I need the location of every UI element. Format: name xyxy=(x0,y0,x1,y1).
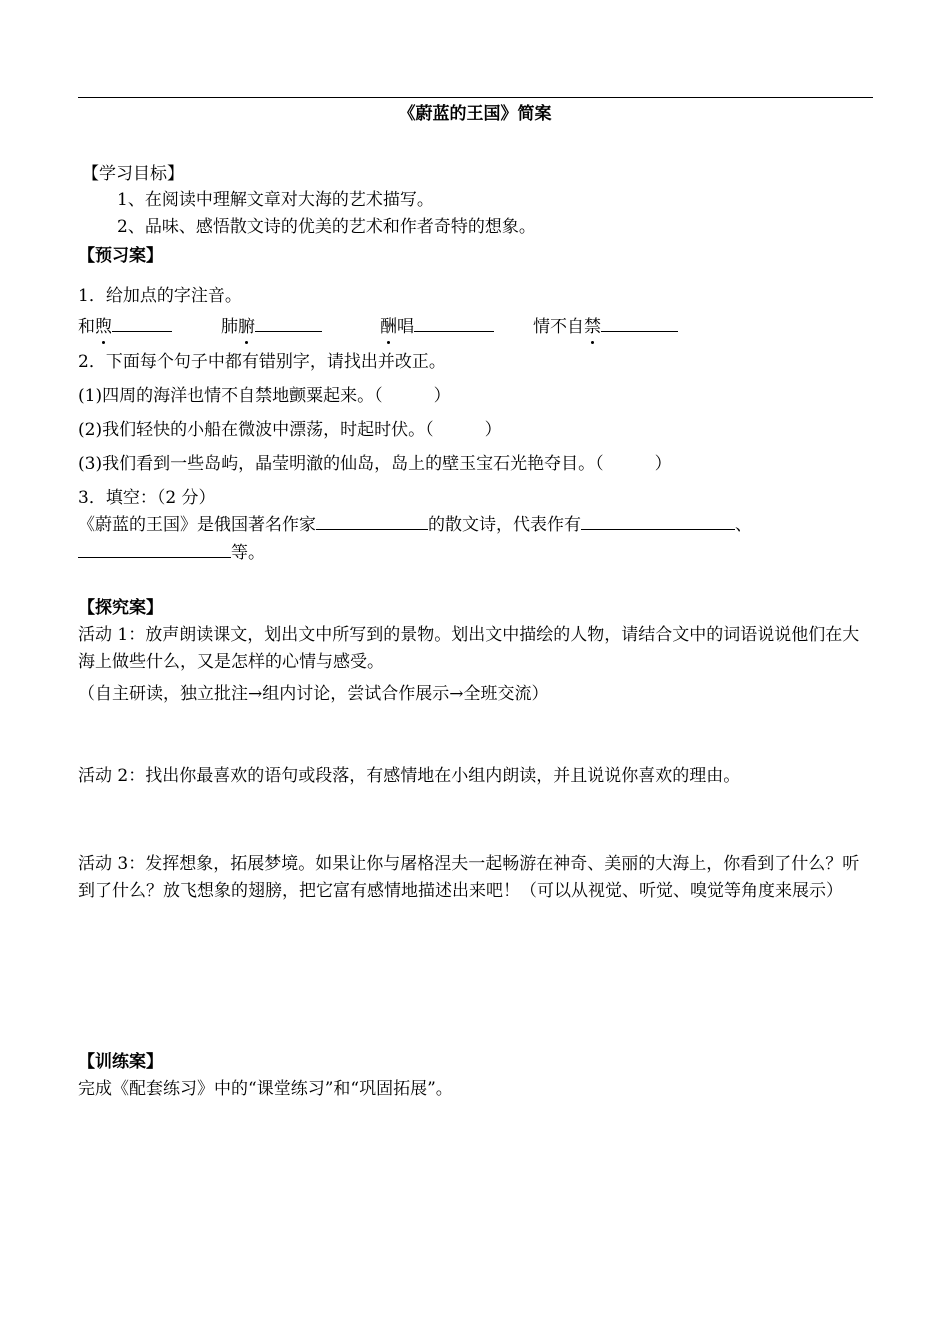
q3-text: 、 xyxy=(735,515,752,535)
q3-text: 《蔚蓝的王国》是俄国著名作家 xyxy=(78,515,316,535)
activity-1-note: （自主研读，独立批注→组内讨论，尝试合作展示→全班交流） xyxy=(78,684,549,704)
goal-item: 2、品味、感悟散文诗的优美的艺术和作者奇特的想象。 xyxy=(117,217,536,237)
explore-heading: 【探究案】 xyxy=(78,598,163,618)
pinyin-item xyxy=(221,315,322,338)
word-part: 和 xyxy=(78,317,95,337)
q3-prompt: 3．填空：（2 分） xyxy=(78,488,216,508)
pinyin-item xyxy=(78,315,172,338)
word-part: 情不自 xyxy=(533,317,584,337)
pinyin-item xyxy=(533,315,678,338)
dotted-character: 煦 xyxy=(95,317,112,337)
header-rule xyxy=(78,97,873,98)
q3-fill-line xyxy=(78,513,752,536)
q2-prompt: 2．下面每个句子中都有错别字，请找出并改正。 xyxy=(78,352,446,372)
activity-2: 活动 2：找出你最喜欢的语句或段落，有感情地在小组内朗读，并且说说你喜欢的理由。 xyxy=(78,766,741,786)
dotted-character: 腑 xyxy=(238,317,255,337)
works-blank[interactable] xyxy=(581,513,735,530)
q3-fill-line xyxy=(78,541,265,564)
answer-blank[interactable] xyxy=(414,315,494,332)
activity-1: 活动 1：放声朗读课文，划出文中所写到的景物。划出文中描绘的人物，请结合文中的词语说说他们在大海上做些什么，又是怎样的心情与感受。 xyxy=(78,625,860,672)
q3-text: 等。 xyxy=(231,543,265,563)
training-heading: 【训练案】 xyxy=(78,1052,163,1072)
goal-item: 1、在阅读中理解文章对大海的艺术描写。 xyxy=(117,190,434,210)
answer-blank[interactable] xyxy=(112,315,172,332)
q2-item: (2)我们轻快的小船在微波中漂荡，时起时伏。（ ） xyxy=(78,420,502,440)
word-part: 肺 xyxy=(221,317,238,337)
author-blank[interactable] xyxy=(316,513,428,530)
answer-blank[interactable] xyxy=(601,315,678,332)
word-part: 唱 xyxy=(397,317,414,337)
q1-prompt: 1．给加点的字注音。 xyxy=(78,286,242,306)
works-blank[interactable] xyxy=(78,541,231,558)
pinyin-item xyxy=(380,315,494,338)
dotted-character: 酬 xyxy=(380,317,397,337)
q3-text: 的散文诗，代表作有 xyxy=(428,515,581,535)
answer-blank[interactable] xyxy=(255,315,322,332)
document-title: 《蔚蓝的王国》简案 xyxy=(398,104,552,124)
dotted-character: 禁 xyxy=(584,317,601,337)
q2-item: (1)四周的海洋也情不自禁地颤粟起来。（ ） xyxy=(78,386,451,406)
q2-item: (3)我们看到一些岛屿，晶莹明澈的仙岛，岛上的壁玉宝石光艳夺目。（ ） xyxy=(78,454,672,474)
goals-heading: 【学习目标】 xyxy=(82,164,184,184)
training-text: 完成《配套练习》中的“课堂练习”和“巩固拓展”。 xyxy=(78,1079,453,1099)
preview-heading: 【预习案】 xyxy=(78,246,163,266)
activity-3: 活动 3：发挥想象，拓展梦境。如果让你与屠格涅夫一起畅游在神奇、美丽的大海上，你看到了什么？听到了什么？放飞想象的翅膀，把它富有感情地描述出来吧！（可以从视觉、听觉、嗅觉等角度来展示） xyxy=(78,854,860,901)
